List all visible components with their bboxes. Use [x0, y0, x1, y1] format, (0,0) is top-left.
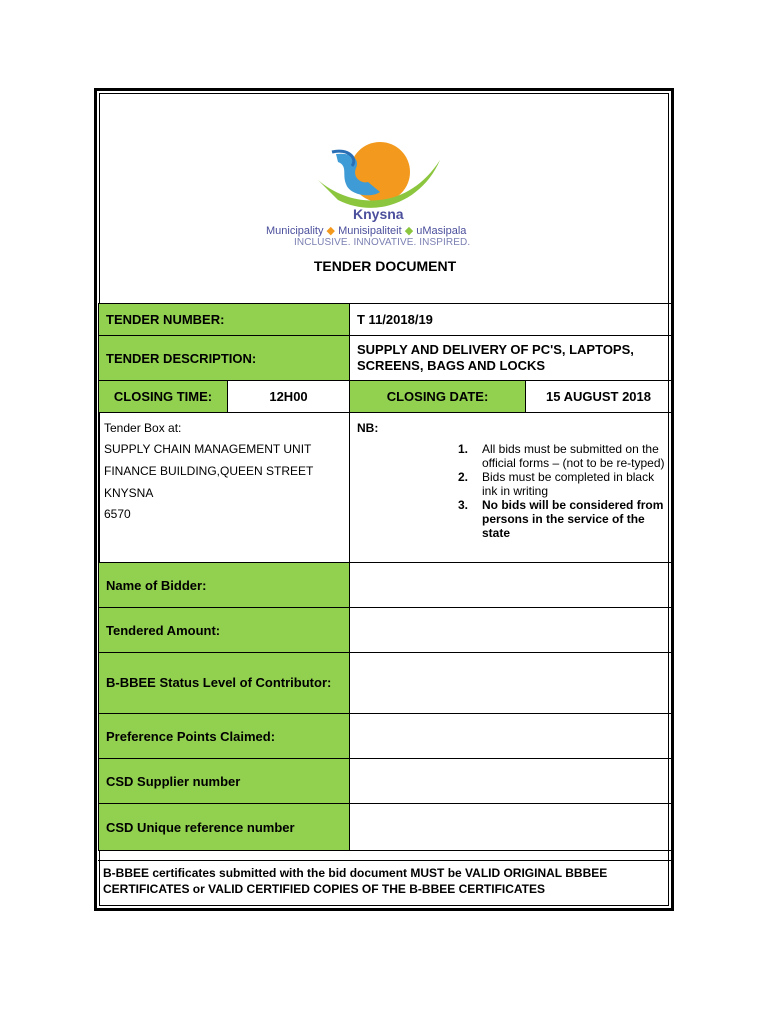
preference-points-label: Preference Points Claimed:	[98, 713, 350, 759]
closing-date-label: CLOSING DATE:	[349, 380, 526, 413]
nb-item: 3. No bids will be considered from persons in the service of the state	[458, 498, 664, 540]
csd-supplier-number-field[interactable]	[349, 758, 672, 804]
tender-description-value: SUPPLY AND DELIVERY OF PC'S, LAPTOPS, SCREENS, BAGS AND LOCKS	[349, 335, 672, 381]
bbbee-status-field[interactable]	[349, 652, 672, 714]
bbbee-footer-note: B-BBEE certificates submitted with the bid document MUST be VALID ORIGINAL BBBEE CERTIFICATES or VALID CERTIFIED COPIES OF THE B-BBEE CERTIFICATES	[98, 860, 672, 907]
tender-number-value: T 11/2018/19	[349, 303, 672, 336]
tendered-amount-label: Tendered Amount:	[98, 607, 350, 653]
csd-unique-reference-field[interactable]	[349, 803, 672, 851]
closing-date-value: 15 AUGUST 2018	[525, 380, 672, 413]
bbbee-status-label: B-BBEE Status Level of Contributor:	[98, 652, 350, 714]
tender-box-line: 6570	[104, 507, 131, 521]
nb-label: NB:	[357, 421, 379, 435]
tender-box-label: Tender Box at:	[104, 421, 182, 435]
nb-item: 2. Bids must be completed in black ink in writing	[458, 470, 655, 498]
closing-time-value: 12H00	[227, 380, 350, 413]
nb-list	[458, 442, 670, 540]
csd-supplier-number-label: CSD Supplier number	[98, 758, 350, 804]
tender-box-line: SUPPLY CHAIN MANAGEMENT UNIT	[104, 442, 312, 456]
bidder-name-field[interactable]	[349, 562, 672, 608]
logo-tagline: INCLUSIVE. INNOVATIVE. INSPIRED.	[294, 237, 471, 248]
tender-box-line: KNYSNA	[104, 486, 154, 500]
tender-box-line: FINANCE BUILDING,QUEEN STREET	[104, 464, 314, 478]
document-title: TENDER DOCUMENT	[313, 258, 457, 274]
logo-name: Knysna	[353, 206, 404, 222]
preference-points-field[interactable]	[349, 713, 672, 759]
tendered-amount-field[interactable]	[349, 607, 672, 653]
nb-item: 1. All bids must be submitted on the official forms – (not to be re-typed)	[458, 442, 665, 470]
logo-subtitle: Municipality ◆ Munisipaliteit ◆ uMasipala	[266, 225, 467, 237]
closing-time-label: CLOSING TIME:	[98, 380, 228, 413]
tender-description-label: TENDER DESCRIPTION:	[98, 335, 350, 381]
tender-number-label: TENDER NUMBER:	[98, 303, 350, 336]
bidder-name-label: Name of Bidder:	[98, 562, 350, 608]
csd-unique-reference-label: CSD Unique reference number	[98, 803, 350, 851]
